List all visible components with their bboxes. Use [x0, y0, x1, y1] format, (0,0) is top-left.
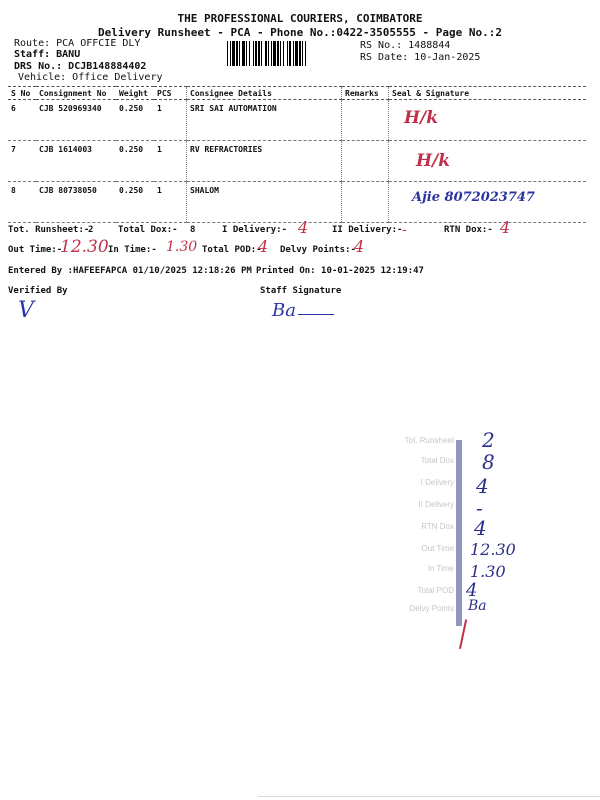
barcode-bar [258, 41, 260, 66]
ghost-value: - [476, 496, 483, 520]
row-weight: 0.250 [116, 182, 154, 223]
out-time-value: 12.30 [60, 237, 109, 257]
col-weight: Weight [116, 87, 154, 100]
row-remarks [342, 182, 389, 223]
in-time-value: 1.30 [166, 239, 198, 255]
staff-signature-underline [298, 314, 334, 315]
ghost-value: 4 [476, 474, 489, 498]
ghost-label: Total Dox [420, 456, 454, 465]
barcode-bar [302, 41, 303, 66]
verified-signature: V [18, 298, 34, 323]
ghost-value: 12.30 [470, 540, 516, 559]
barcode-bar [236, 41, 238, 66]
tot-runsheet-label: Tot. Runsheet:- [8, 225, 90, 235]
row-sno: 8 [8, 182, 36, 223]
barcode-bar [239, 41, 240, 66]
rs-date: RS Date: 10-Jan-2025 [360, 52, 481, 63]
staff-signature-handwriting: Ba [272, 300, 296, 321]
total-dox-value: 8 [190, 225, 196, 235]
delvy-points-value: 4 [354, 237, 365, 256]
barcode-bar [280, 41, 281, 66]
barcode-bar [295, 41, 298, 66]
table-row [8, 182, 586, 223]
ghost-label: II Delivery [418, 500, 454, 509]
drs-number: DRS No.: DCJB148884402 [14, 61, 147, 72]
total-dox-label: Total Dox:- [118, 225, 178, 235]
in-time-label: In Time:- [108, 245, 157, 255]
ii-delivery-label: II Delivery:- [332, 225, 403, 235]
barcode-bar [305, 41, 306, 66]
col-pcs: PCS [154, 87, 187, 100]
ghost-label: Total POD [417, 586, 454, 595]
row-remarks [342, 100, 389, 141]
verified-by-label: Verified By [8, 286, 68, 296]
barcode-bar [249, 41, 250, 66]
total-pod-label: Total POD:- [202, 245, 262, 255]
barcode-bar [287, 41, 288, 66]
signature-handwriting: H/k [404, 108, 439, 128]
ghost-label: Delvy Points [409, 604, 454, 613]
col-remarks: Remarks [342, 87, 389, 100]
barcode-bar [232, 41, 235, 66]
row-consignment: CJB 520969340 [36, 100, 116, 141]
ghost-label: RTN Dox [421, 522, 454, 531]
col-sno: S No [8, 87, 36, 100]
i-delivery-value: 4 [298, 218, 309, 237]
ghost-label: Out Time [421, 544, 454, 553]
barcode-bar [230, 41, 231, 66]
row-weight: 0.250 [116, 141, 154, 182]
barcode-bar [277, 41, 279, 66]
ghost-value: 8 [482, 450, 495, 474]
ghost-value: Ba [468, 598, 487, 614]
vehicle-label: Vehicle: Office Delivery [18, 72, 163, 83]
barcode-bar [253, 41, 254, 66]
ghost-value: 4 [466, 580, 478, 601]
table-row [8, 100, 586, 141]
barcode-image [227, 41, 351, 66]
signature-handwriting: H/k [416, 151, 451, 171]
barcode-bar [299, 41, 301, 66]
row-sno: 6 [8, 100, 36, 141]
barcode-bar [265, 41, 267, 66]
barcode-bar [255, 41, 257, 66]
row-signature [389, 182, 587, 223]
ghost-label: Tot. Runsheet [404, 436, 454, 445]
barcode-bar [283, 41, 284, 66]
barcode-bar [246, 41, 247, 66]
rs-number: RS No.: 1488844 [360, 40, 451, 51]
col-consignment: Consignment No [36, 87, 116, 100]
runsheet-subtitle: Delivery Runsheet - PCA - Phone No.:0422-3505555 - Page No.:2 [98, 26, 502, 39]
row-signature [389, 141, 587, 182]
delvy-points-label: Delvy Points:- [280, 245, 356, 255]
row-consignee: RV REFRACTORIES [187, 141, 342, 182]
barcode-bar [227, 41, 228, 66]
row-consignment: CJB 1614003 [36, 141, 116, 182]
ghost-label: In Time [427, 564, 454, 573]
entered-by: Entered By :HAFEEFAPCA 01/10/2025 12:18:26 PM [8, 266, 252, 276]
ii-delivery-value: - [402, 222, 407, 238]
barcode-bar [289, 41, 291, 66]
col-signature: Seal & Signature [389, 87, 587, 100]
table-row [8, 141, 586, 182]
tot-runsheet-value: 2 [88, 225, 94, 235]
row-pcs: 1 [154, 182, 187, 223]
rtn-dox-value: 4 [500, 218, 511, 237]
runsheet-table [8, 86, 586, 223]
printed-on: Printed On: 10-01-2025 12:19:47 [256, 266, 424, 276]
row-pcs: 1 [154, 141, 187, 182]
col-consignee: Consignee Details [187, 87, 342, 100]
ghost-binding-strip [456, 440, 462, 626]
table-header-row [8, 87, 586, 100]
barcode-bar [271, 41, 272, 66]
ghost-value: 1.30 [470, 562, 506, 581]
out-time-label: Out Time:- [8, 245, 63, 255]
barcode-bar [261, 41, 262, 66]
staff-label: Staff: BANU [14, 49, 81, 60]
route-label: Route: PCA OFFCIE DLY [14, 38, 141, 49]
ghost-value: 4 [474, 516, 487, 540]
total-pod-value: 4 [258, 237, 269, 256]
row-consignee: SHALOM [187, 182, 342, 223]
barcode-bar [268, 41, 269, 66]
company-title: THE PROFESSIONAL COURIERS, COIMBATORE [177, 12, 423, 25]
row-pcs: 1 [154, 100, 187, 141]
row-sno: 7 [8, 141, 36, 182]
row-weight: 0.250 [116, 100, 154, 141]
barcode-bar [273, 41, 276, 66]
row-consignment: CJB 80738050 [36, 182, 116, 223]
bleed-through-labels [372, 436, 472, 636]
i-delivery-label: I Delivery:- [222, 225, 288, 235]
bleed-through-values [466, 428, 526, 628]
signature-handwriting: Ajie 8072023747 [412, 190, 535, 205]
scan-edge [258, 796, 600, 797]
ghost-value: 2 [482, 428, 495, 452]
row-remarks [342, 141, 389, 182]
barcode-bar [242, 41, 245, 66]
row-consignee: SRI SAI AUTOMATION [187, 100, 342, 141]
staff-signature-label: Staff Signature [260, 286, 342, 296]
ghost-label: I Delivery [420, 478, 454, 487]
barcode-bar [293, 41, 294, 66]
row-signature [389, 100, 587, 141]
rtn-dox-label: RTN Dox:- [444, 225, 493, 235]
